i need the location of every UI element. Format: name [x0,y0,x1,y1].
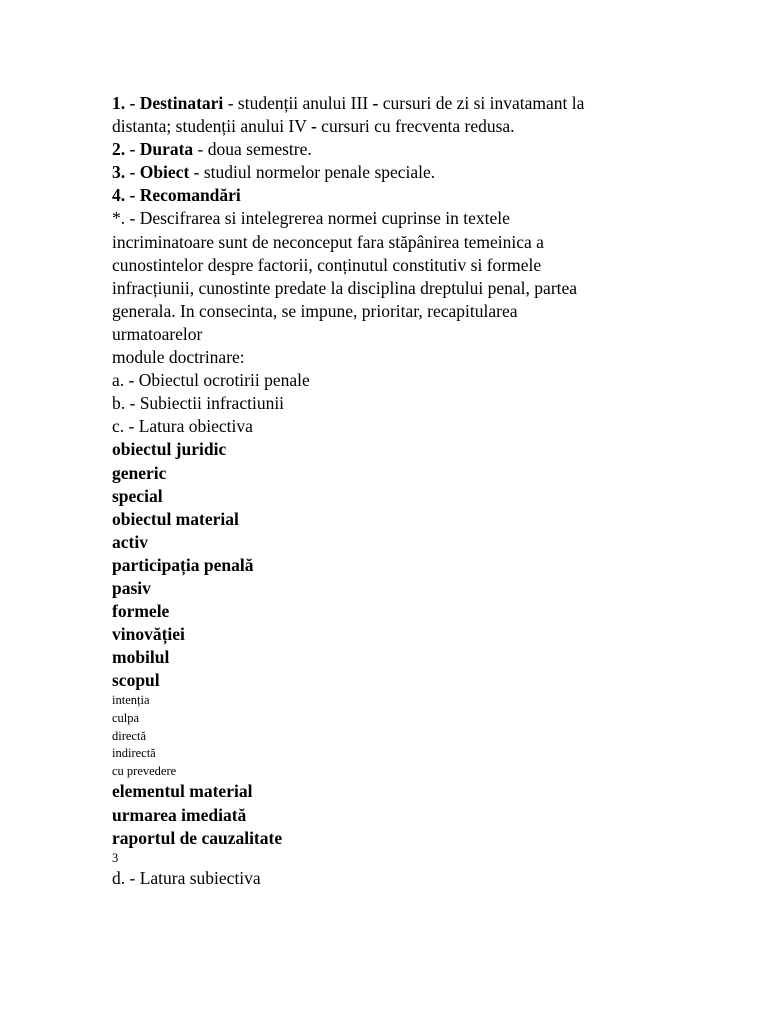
paragraph-line: urmatoarelor [112,323,203,344]
dash: - [372,93,379,113]
module-list [112,369,672,438]
item-recomandari [112,184,672,207]
document-page [112,92,672,890]
item-text: - studiul normelor penale speciale. [193,162,436,183]
module-item: a. - Obiectul ocrotirii penale [112,370,310,391]
paragraph-line: *. - Descifrarea si intelegrerea normei cuprinse in textele [112,208,510,229]
term-item: mobilul [112,647,170,668]
small-term-item: directă [112,728,147,743]
page-number: 3 [112,850,119,865]
term-item: obiectul material [112,508,239,529]
item-number: 2. - [112,139,136,160]
term-item: obiectul juridic [112,439,227,460]
term-item: vinovăției [112,624,185,645]
term-item: activ [112,531,148,552]
item-label: Durata [139,139,194,160]
paragraph-line: generala. In consecinta, se impune, prioritar, recapitularea [112,300,518,321]
module-item: c. - Latura obiectiva [112,416,253,437]
term-item: participația penală [112,554,254,575]
term-item: pasiv [112,577,151,598]
small-term-item: cu prevedere [112,763,177,778]
term-item: scopul [112,670,160,691]
last-module-item: d. - Latura subiectiva [112,868,261,889]
item-text: - studenții anului III [227,93,369,113]
item-number: 4. - [112,185,136,206]
term-item: elementul material [112,781,253,802]
recommendation-paragraph [112,207,672,369]
paragraph-line: module doctrinare: [112,347,245,368]
item-number: 3. - [112,162,136,183]
term-item: formele [112,601,170,622]
item-obiect [112,161,672,184]
paragraph-line: infracțiunii, cunostinte predate la disciplina dreptului penal, partea [112,277,578,298]
item-text: cursuri cu frecventa redusa. [321,116,515,137]
item-text: distanta; studenții anului IV [112,116,307,137]
paragraph-line: cunostintelor despre factorii, conținutul constitutiv si formele [112,254,542,275]
small-term-item: culpa [112,711,140,726]
item-destinatari-line1 [112,92,672,115]
term-item: generic [112,462,167,483]
term-item: special [112,485,163,506]
bold-term-list-2 [112,780,672,849]
small-term-item: indirectă [112,746,156,761]
item-label: Destinatari [139,93,224,113]
item-destinatari-line2 [112,115,672,138]
term-item: urmarea imediată [112,804,247,825]
item-label: Obiect [139,162,190,183]
item-text: - doua semestre. [197,139,312,160]
item-label: Recomandări [139,185,241,206]
dash: - [310,116,317,137]
module-item: b. - Subiectii infractiunii [112,393,285,414]
item-number: 1. - [112,93,136,113]
paragraph-line: incriminatoare sunt de neconceput fara stăpânirea temeinica a [112,231,544,252]
item-durata [112,138,672,161]
small-term-item: intenția [112,693,150,708]
term-item: raportul de cauzalitate [112,827,283,848]
item-text: cursuri de zi si invatamant la [382,93,585,113]
small-term-list [112,692,672,780]
bold-term-list [112,438,672,692]
